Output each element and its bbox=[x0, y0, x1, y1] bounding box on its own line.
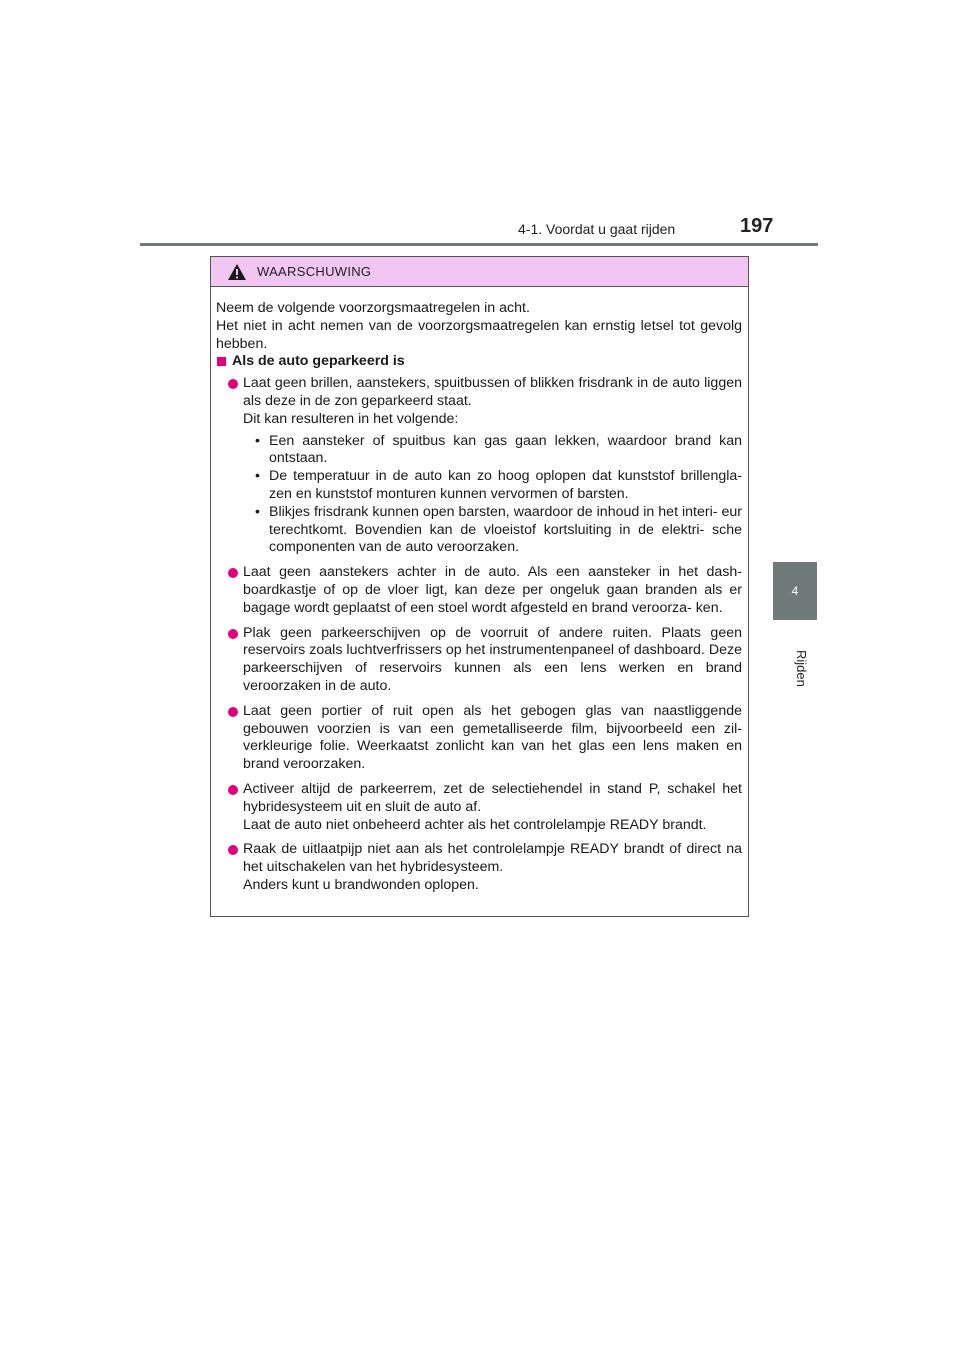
bullet-point-icon: • bbox=[255, 503, 260, 520]
header-divider bbox=[140, 243, 818, 246]
bullet-point-icon: • bbox=[255, 468, 260, 485]
bullet-point-icon: • bbox=[255, 432, 260, 449]
chapter-tab: 4 bbox=[773, 562, 817, 620]
section-heading-text: Als de auto geparkeerd is bbox=[232, 353, 405, 370]
sub-item-text: De temperatuur in de auto kan zo hoog oplopen dat kunststof brillengla- zen en kunststof monturen kunnen vervormen of barsten. bbox=[269, 468, 742, 502]
section-heading bbox=[216, 353, 742, 371]
warning-title: WAARSCHUWING bbox=[257, 264, 372, 279]
sub-item-text: Blikjes frisdrank kunnen open barsten, waardoor de inhoud in het interi- eur terechtkomt. Bovendien kan de vloeistof kortsluiting in de elektri- sche componenten van de auto veroorzaken. bbox=[269, 503, 742, 556]
bullet-dot-icon bbox=[228, 629, 238, 639]
bullet-dot-icon bbox=[228, 707, 238, 717]
page-number: 197 bbox=[740, 215, 774, 237]
bullet-text: Laat geen brillen, aanstekers, spuitbussen of blikken frisdrank in de auto liggen als deze in de zon geparkeerd staat. bbox=[243, 375, 742, 409]
warning-header bbox=[211, 257, 748, 287]
chapter-label: Rijden bbox=[794, 650, 809, 687]
sub-list bbox=[243, 433, 742, 558]
sub-list-item bbox=[255, 468, 742, 504]
intro-line-1: Neem de volgende voorzorgsmaatregelen in acht. bbox=[216, 300, 530, 316]
list-item bbox=[216, 703, 742, 774]
list-item bbox=[216, 781, 742, 834]
intro-line-2: Het niet in acht nemen van de voorzorgsmaatregelen kan ernstig letsel tot gevolg hebben. bbox=[216, 317, 742, 352]
sub-list-item bbox=[255, 433, 742, 469]
bullet-dot-icon bbox=[228, 845, 238, 855]
bullet-dot-icon bbox=[228, 568, 238, 578]
bullet-text: Laat geen aanstekers achter in de auto. Als een aansteker in het dash- boardkastje of op de vloer ligt, kan deze per ongeluk gaan branden als er bagage wordt geplaatst of een stoel wordt afgesteld en brand veroorza- ken. bbox=[243, 564, 742, 616]
bullet-text-2: Anders kunt u brandwonden oplopen. bbox=[243, 876, 479, 893]
bullet-text: Raak de uitlaatpijp niet aan als het controlelampje READY brandt of direct na het uitschakelen van het hybridesysteem. bbox=[243, 841, 742, 876]
sub-list-item bbox=[255, 504, 742, 557]
section-title: 4-1. Voordat u gaat rijden bbox=[518, 221, 676, 237]
warning-triangle-icon bbox=[227, 263, 247, 281]
list-item bbox=[216, 841, 742, 894]
list-item bbox=[216, 375, 742, 557]
list-item bbox=[216, 625, 742, 696]
bullet-text: Plak geen parkeerschijven op de voorruit of andere ruiten. Plaats geen reservoirs zoals luchtverfrissers op het instrumentenpaneel of dashboard. Deze parkeerschijven of reservoirs kunnen als een lens werken en brand veroorzaken in de auto. bbox=[243, 624, 742, 694]
bullet-text-2: Laat de auto niet onbeheerd achter als het controlelampje READY brandt. bbox=[243, 816, 707, 833]
sub-item-text: Een aansteker of spuitbus kan gas gaan lekken, waardoor brand kan ontstaan. bbox=[269, 432, 742, 467]
list-item bbox=[216, 564, 742, 617]
warning-body bbox=[211, 287, 748, 895]
bullet-dot-icon bbox=[228, 785, 238, 795]
warning-box bbox=[210, 256, 749, 917]
bullet-dot-icon bbox=[228, 379, 238, 389]
bullet-text: Laat geen portier of ruit open als het gebogen glas van naastliggende gebouwen voorzien is van een gemetalliseerde film, bijvoorbeeld een zil- verkleurige folie. Weerkaatst zonlicht kan van het glas een lens maken en brand veroorzaken. bbox=[243, 702, 742, 773]
square-bullet-icon bbox=[217, 357, 226, 366]
bullet-text-2: Dit kan resulteren in het volgende: bbox=[243, 410, 459, 427]
bullet-text: Activeer altijd de parkeerrem, zet de selectiehendel in stand P, schakel het hybridesysteem uit en sluit de auto af. bbox=[243, 780, 742, 815]
